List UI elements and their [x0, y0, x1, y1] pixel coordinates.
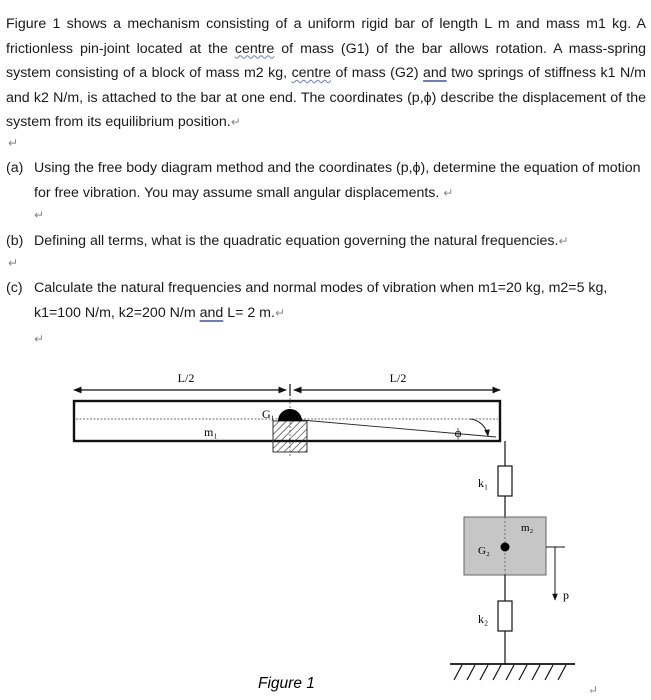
question-c-text-1: Calculate the natural frequencies and normal modes of vibration when m1=20 kg, m2=5 kg, k1=100 N/m, k2=200 N/m [34, 280, 608, 321]
block-mass-label: m₂ [521, 522, 534, 534]
bar-mass-label: m₁ [204, 425, 218, 439]
left-length-label: L/2 [177, 371, 195, 385]
right-length-label: L/2 [389, 371, 407, 385]
figure-caption: Figure 1 [258, 675, 315, 692]
angle-phi-label: ϕ [454, 425, 462, 440]
paragraph-mark: ↵ [8, 136, 19, 150]
word-centre-2: centre [291, 65, 331, 81]
paragraph-mark: ↵ [443, 185, 454, 200]
block-g2-label: G₂ [478, 545, 490, 557]
word-and-1: and [423, 65, 447, 81]
paragraph-mark: ↵ [34, 208, 45, 222]
statement-part-4: two springs of stiffness k1 N/m and k2 N/m, is attached to the bar at one end. The coordinates (p,ϕ) describe the displacement of the system from its equilibrium position. [6, 65, 647, 130]
paragraph-mark: ↵ [558, 234, 569, 248]
statement-part-2: of mass (G1) of the bar allows rotation. A mass-spring system consisting of a block of mass m2 kg, [6, 40, 646, 81]
word-centre-1: centre [234, 40, 275, 57]
block-centre-g2 [501, 543, 510, 552]
question-c-text-2: L= 2 m. [223, 304, 275, 321]
spring-k2 [498, 601, 512, 631]
paragraph-mark: ↵ [588, 683, 599, 697]
spring-k1 [498, 466, 512, 496]
statement-part-3: of mass (G2) [331, 65, 424, 81]
spring-k1-label: k₁ [478, 476, 489, 490]
spring-k2-label: k₂ [478, 612, 489, 626]
question-a-text: Using the free body diagram method and the coordinates (p,ϕ), determine the equation of motion for free vibration. You may assume small angular displacements. [34, 160, 641, 201]
question-b-text: Defining all terms, what is the quadratic equation governing the natural frequencies. [34, 233, 559, 249]
statement-part-1: Figure 1 shows a mechanism consisting of a uniform rigid bar of length L m and mass m1 kg. A frictionless pin-joint located at the [6, 16, 646, 57]
paragraph-mark: ↵ [274, 305, 285, 320]
displacement-p-label: p [563, 588, 569, 602]
pivot-g1-label: G₁ [262, 407, 275, 421]
word-and-2: and [199, 304, 224, 321]
question-b-label: (b) [6, 233, 24, 249]
paragraph-mark: ↵ [34, 332, 45, 346]
question-a-label: (a) [6, 160, 24, 176]
pin-support [273, 421, 307, 452]
paragraph-mark: ↵ [8, 256, 19, 270]
ground [450, 664, 575, 680]
paragraph-mark: ↵ [230, 115, 241, 129]
question-c-label: (c) [6, 280, 23, 296]
